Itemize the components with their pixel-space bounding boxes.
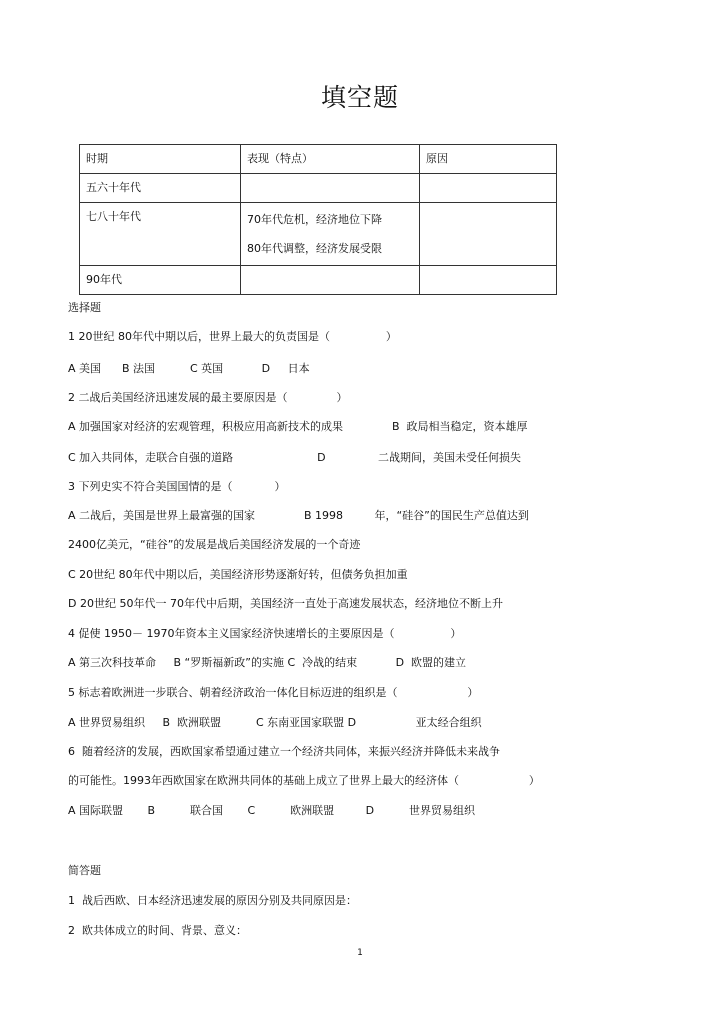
- section-heading-short: 简答题: [68, 864, 101, 877]
- table-cell-period: 七八十年代: [80, 203, 241, 266]
- option-line: C 加入共同体，走联合自强的道路 D 二战期间，美国未受任何损失: [68, 451, 522, 464]
- table-header-cell: 原因: [420, 145, 557, 174]
- question-line: 5 标志着欧洲进一步联合、朝着经济政治一体化目标迈进的组织是（ ）: [68, 686, 479, 699]
- feature-line: 80年代调整，经济发展受限: [247, 242, 382, 255]
- table-cell-period: 五六十年代: [80, 174, 241, 203]
- table-cell-features[interactable]: [241, 266, 420, 295]
- option-line: A 加强国家对经济的宏观管理，积极应用高新技术的成果 B 政局相当稳定，资本雄厚: [68, 420, 528, 433]
- question-line: 3 下列史实不符合美国国情的是（ ）: [68, 480, 286, 493]
- table-cell-features: [241, 203, 420, 266]
- table-row: [80, 203, 557, 266]
- question-line: 1 20世纪 80年代中期以后，世界上最大的负责国是（ ）: [68, 330, 397, 343]
- table-header-row: [80, 145, 557, 174]
- question-line: 6 随着经济的发展，西欧国家希望通过建立一个经济共同体，来振兴经济并降低未来战争: [68, 745, 500, 758]
- section-heading-choice: 选择题: [68, 301, 101, 314]
- option-line: A 国际联盟 B 联合国 C 欧洲联盟 D 世界贸易组织: [68, 804, 476, 817]
- option-line: A 世界贸易组织 B 欧洲联盟 C 东南亚国家联盟 D 亚太经合组织: [68, 716, 482, 729]
- table-cell-reason[interactable]: [420, 266, 557, 295]
- option-line: 2400亿美元，“硅谷”的发展是战后美国经济发展的一个奇迹: [68, 538, 361, 551]
- table-header-cell: 表现（特点）: [241, 145, 420, 174]
- page-title: 填空题: [320, 83, 399, 112]
- table-cell-reason[interactable]: [420, 174, 557, 203]
- option-line: A 美国 B 法国 C 英国 D 日本: [68, 362, 310, 375]
- table-header-cell: 时期: [80, 145, 241, 174]
- table-cell-period: 90年代: [80, 266, 241, 295]
- table-cell-reason[interactable]: [420, 203, 557, 266]
- question-line: 4 促使 1950－ 1970年资本主义国家经济快速增长的主要原因是（ ）: [68, 627, 462, 640]
- table-row: [80, 174, 557, 203]
- page-number: 1: [357, 948, 363, 958]
- option-line: A 第三次科技革命 B “罗斯福新政”的实施 C 冷战的结束 D 欧盟的建立: [68, 656, 467, 669]
- question-line: 1 战后西欧、日本经济迅速发展的原因分别及共同原因是：: [68, 894, 357, 907]
- option-line: D 20世纪 50年代一 70年代中后期，美国经济一直处于高速发展状态，经济地位不断上升: [68, 597, 503, 610]
- table-row: [80, 266, 557, 295]
- question-line: 2 欧共体成立的时间、背景、意义：: [68, 924, 247, 937]
- option-line: C 20世纪 80年代中期以后，美国经济形势逐渐好转，但债务负担加重: [68, 568, 408, 581]
- table-cell-features[interactable]: [241, 174, 420, 203]
- question-line: 的可能性。1993年西欧国家在欧洲共同体的基础上成立了世界上最大的经济体（ ）: [68, 774, 540, 787]
- question-line: 2 二战后美国经济迅速发展的最主要原因是（ ）: [68, 391, 348, 404]
- fill-in-table: [79, 144, 557, 295]
- option-line: A 二战后，美国是世界上最富强的国家 B 1998 年，“硅谷”的国民生产总值达到: [68, 509, 529, 522]
- feature-line: 70年代危机，经济地位下降: [247, 213, 382, 226]
